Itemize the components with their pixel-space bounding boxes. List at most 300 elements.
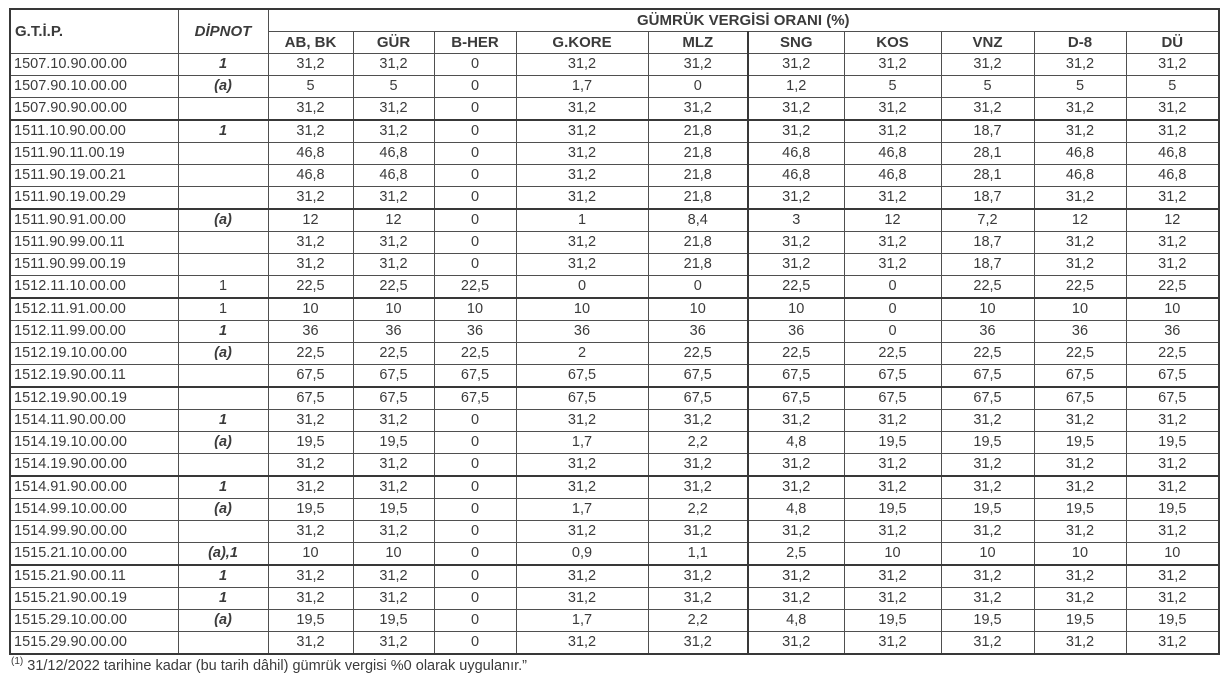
rate-cell: 19,5 — [353, 610, 434, 632]
table-row — [10, 365, 1219, 388]
rate-cell: 18,7 — [941, 254, 1034, 276]
rate-cell: 36 — [1034, 321, 1126, 343]
rate-cell: 31,2 — [1034, 232, 1126, 254]
table-row — [10, 54, 1219, 76]
rate-cell: 2,2 — [648, 432, 748, 454]
table-row — [10, 543, 1219, 566]
rate-cell: 31,2 — [353, 476, 434, 499]
table-row — [10, 476, 1219, 499]
rate-cell: 31,2 — [648, 565, 748, 588]
rate-cell: 10 — [1034, 543, 1126, 566]
rate-cell: 31,2 — [844, 54, 941, 76]
rate-cell: 67,5 — [1126, 365, 1219, 388]
rate-cell: 0 — [434, 565, 516, 588]
rate-cell: 46,8 — [748, 165, 844, 187]
rate-cell: 31,2 — [353, 254, 434, 276]
rate-cell: 31,2 — [1126, 98, 1219, 121]
rate-cell: 0 — [516, 276, 648, 299]
rate-cell: 22,5 — [941, 343, 1034, 365]
rate-cell: 19,5 — [268, 499, 353, 521]
rate-cell: 1,1 — [648, 543, 748, 566]
rate-cell: 31,2 — [748, 521, 844, 543]
rate-cell: 31,2 — [1126, 410, 1219, 432]
rate-cell: 21,8 — [648, 165, 748, 187]
dipnot-cell — [178, 98, 268, 121]
rate-cell: 31,2 — [268, 54, 353, 76]
rate-cell: 31,2 — [268, 476, 353, 499]
rate-cell: 31,2 — [268, 454, 353, 477]
table-row — [10, 432, 1219, 454]
dipnot-cell — [178, 387, 268, 410]
table-row — [10, 632, 1219, 655]
rate-cell: 10 — [353, 543, 434, 566]
rate-cell: 10 — [268, 298, 353, 321]
rate-cell: 67,5 — [844, 365, 941, 388]
rate-cell: 21,8 — [648, 187, 748, 210]
dipnot-cell: 1 — [178, 410, 268, 432]
rate-cell: 0 — [434, 143, 516, 165]
rate-cell: 31,2 — [844, 476, 941, 499]
gtip-cell: 1514.91.90.00.00 — [10, 476, 178, 499]
gtip-cell: 1512.11.91.00.00 — [10, 298, 178, 321]
rate-cell: 21,8 — [648, 254, 748, 276]
rate-cell: 36 — [353, 321, 434, 343]
rate-cell: 31,2 — [748, 187, 844, 210]
rate-cell: 31,2 — [844, 588, 941, 610]
rate-cell: 10 — [941, 298, 1034, 321]
rate-cell: 31,2 — [353, 454, 434, 477]
rate-cell: 2 — [516, 343, 648, 365]
rate-cell: 46,8 — [844, 165, 941, 187]
table-row — [10, 298, 1219, 321]
column-header-gtip: G.T.İ.P. — [10, 9, 178, 54]
rate-cell: 31,2 — [941, 588, 1034, 610]
rate-cell: 28,1 — [941, 143, 1034, 165]
rate-cell: 12 — [268, 209, 353, 232]
rate-cell: 19,5 — [1126, 499, 1219, 521]
rate-cell: 31,2 — [941, 565, 1034, 588]
rate-cell: 12 — [844, 209, 941, 232]
rate-cell: 31,2 — [353, 410, 434, 432]
rate-cell: 46,8 — [1126, 165, 1219, 187]
rate-cell: 0 — [434, 165, 516, 187]
table-row — [10, 209, 1219, 232]
table-row — [10, 521, 1219, 543]
rate-cell: 31,2 — [1126, 588, 1219, 610]
rate-cell: 1,7 — [516, 499, 648, 521]
table-row — [10, 565, 1219, 588]
rate-cell: 10 — [1126, 543, 1219, 566]
rate-cell: 31,2 — [1034, 632, 1126, 655]
dipnot-cell: (a) — [178, 209, 268, 232]
dipnot-cell — [178, 521, 268, 543]
rate-cell: 10 — [941, 543, 1034, 566]
rate-cell: 5 — [941, 76, 1034, 98]
gtip-cell: 1515.21.10.00.00 — [10, 543, 178, 566]
dipnot-cell: 1 — [178, 588, 268, 610]
rate-cell: 31,2 — [844, 565, 941, 588]
column-header-dipnot: DİPNOT — [178, 9, 268, 54]
rate-cell: 12 — [1034, 209, 1126, 232]
rate-cell: 19,5 — [268, 610, 353, 632]
rate-cell: 31,2 — [1034, 565, 1126, 588]
rate-cell: 31,2 — [748, 98, 844, 121]
column-header-d-8: D-8 — [1034, 32, 1126, 54]
rate-cell: 31,2 — [648, 521, 748, 543]
table-row — [10, 143, 1219, 165]
rate-cell: 31,2 — [1126, 120, 1219, 143]
rate-cell: 19,5 — [1034, 499, 1126, 521]
table-row — [10, 387, 1219, 410]
column-header-vnz: VNZ — [941, 32, 1034, 54]
gtip-cell: 1514.99.10.00.00 — [10, 499, 178, 521]
dipnot-cell: (a) — [178, 499, 268, 521]
rate-cell: 31,2 — [748, 565, 844, 588]
rate-cell: 22,5 — [434, 343, 516, 365]
gtip-cell: 1511.90.19.00.29 — [10, 187, 178, 210]
rate-cell: 31,2 — [648, 476, 748, 499]
rate-cell: 22,5 — [1034, 343, 1126, 365]
rate-cell: 31,2 — [1126, 54, 1219, 76]
rate-cell: 21,8 — [648, 143, 748, 165]
column-header-ab-bk: AB, BK — [268, 32, 353, 54]
gtip-cell: 1512.11.99.00.00 — [10, 321, 178, 343]
gtip-cell: 1512.19.90.00.11 — [10, 365, 178, 388]
rate-cell: 31,2 — [748, 254, 844, 276]
rate-cell: 31,2 — [844, 98, 941, 121]
rate-cell: 31,2 — [844, 120, 941, 143]
gtip-cell: 1514.99.90.00.00 — [10, 521, 178, 543]
column-header-b-her: B-HER — [434, 32, 516, 54]
rate-cell: 31,2 — [516, 187, 648, 210]
rate-cell: 5 — [268, 76, 353, 98]
dipnot-cell: 1 — [178, 298, 268, 321]
rate-cell: 19,5 — [844, 610, 941, 632]
rate-cell: 67,5 — [516, 387, 648, 410]
column-header-g-r: GÜR — [353, 32, 434, 54]
rate-cell: 22,5 — [748, 276, 844, 299]
rate-cell: 1,7 — [516, 432, 648, 454]
rate-cell: 31,2 — [941, 521, 1034, 543]
rate-cell: 31,2 — [1126, 521, 1219, 543]
rate-cell: 0 — [844, 276, 941, 299]
rate-cell: 31,2 — [844, 410, 941, 432]
rate-cell: 22,5 — [1126, 343, 1219, 365]
rate-cell: 0 — [434, 521, 516, 543]
dipnot-cell: (a) — [178, 610, 268, 632]
rate-cell: 19,5 — [941, 499, 1034, 521]
rate-cell: 0 — [434, 254, 516, 276]
rate-cell: 10 — [1126, 298, 1219, 321]
rate-cell: 36 — [748, 321, 844, 343]
rate-cell: 0 — [434, 76, 516, 98]
rate-cell: 67,5 — [268, 387, 353, 410]
rate-cell: 67,5 — [1034, 387, 1126, 410]
rate-cell: 31,2 — [748, 588, 844, 610]
dipnot-cell — [178, 365, 268, 388]
rate-cell: 5 — [844, 76, 941, 98]
rate-cell: 46,8 — [353, 143, 434, 165]
rate-cell: 31,2 — [1126, 454, 1219, 477]
rate-cell: 31,2 — [516, 143, 648, 165]
dipnot-cell — [178, 143, 268, 165]
rate-cell: 28,1 — [941, 165, 1034, 187]
rate-cell: 22,5 — [353, 276, 434, 299]
rate-cell: 0 — [434, 499, 516, 521]
gtip-cell: 1514.11.90.00.00 — [10, 410, 178, 432]
rate-cell: 21,8 — [648, 120, 748, 143]
rate-cell: 31,2 — [648, 98, 748, 121]
table-row — [10, 187, 1219, 210]
rate-cell: 31,2 — [353, 98, 434, 121]
rate-cell: 31,2 — [1034, 54, 1126, 76]
table-row — [10, 321, 1219, 343]
rate-cell: 22,5 — [353, 343, 434, 365]
rate-cell: 67,5 — [748, 365, 844, 388]
rate-cell: 46,8 — [1034, 165, 1126, 187]
rate-cell: 22,5 — [844, 343, 941, 365]
rate-cell: 46,8 — [268, 165, 353, 187]
rate-cell: 12 — [1126, 209, 1219, 232]
footnote — [9, 658, 1224, 674]
rate-cell: 31,2 — [516, 588, 648, 610]
rate-cell: 19,5 — [268, 432, 353, 454]
rate-cell: 46,8 — [1034, 143, 1126, 165]
table-row — [10, 120, 1219, 143]
rate-cell: 67,5 — [353, 365, 434, 388]
rate-cell: 67,5 — [434, 365, 516, 388]
rate-cell: 31,2 — [353, 120, 434, 143]
rate-cell: 0 — [648, 76, 748, 98]
rate-cell: 31,2 — [1034, 120, 1126, 143]
rate-cell: 0 — [434, 410, 516, 432]
rate-cell: 31,2 — [1126, 254, 1219, 276]
rate-cell: 67,5 — [648, 365, 748, 388]
rate-cell: 36 — [648, 321, 748, 343]
rate-cell: 0 — [844, 298, 941, 321]
column-header-kos: KOS — [844, 32, 941, 54]
rate-cell: 10 — [268, 543, 353, 566]
rate-cell: 31,2 — [1034, 410, 1126, 432]
rate-cell: 22,5 — [434, 276, 516, 299]
rate-cell: 31,2 — [268, 187, 353, 210]
rate-cell: 19,5 — [844, 499, 941, 521]
rate-cell: 31,2 — [268, 120, 353, 143]
rate-cell: 4,8 — [748, 610, 844, 632]
rate-cell: 0 — [434, 209, 516, 232]
rate-cell: 36 — [268, 321, 353, 343]
rate-cell: 31,2 — [648, 454, 748, 477]
header-row-top — [10, 9, 1219, 32]
rate-cell: 0 — [434, 610, 516, 632]
rate-cell: 0 — [434, 588, 516, 610]
rate-cell: 31,2 — [844, 632, 941, 655]
table-row — [10, 254, 1219, 276]
table-row — [10, 343, 1219, 365]
table-row — [10, 98, 1219, 121]
rate-cell: 5 — [1034, 76, 1126, 98]
rate-cell: 22,5 — [748, 343, 844, 365]
rate-cell: 19,5 — [1034, 610, 1126, 632]
table-row — [10, 276, 1219, 299]
rate-cell: 31,2 — [1126, 632, 1219, 655]
rate-cell: 31,2 — [1126, 187, 1219, 210]
rate-cell: 31,2 — [353, 565, 434, 588]
rate-cell: 46,8 — [1126, 143, 1219, 165]
rate-cell: 36 — [941, 321, 1034, 343]
rate-cell: 10 — [353, 298, 434, 321]
rate-cell: 31,2 — [748, 410, 844, 432]
rate-cell: 31,2 — [516, 98, 648, 121]
rate-cell: 2,2 — [648, 499, 748, 521]
rate-cell: 31,2 — [844, 232, 941, 254]
gtip-cell: 1511.90.91.00.00 — [10, 209, 178, 232]
rate-cell: 31,2 — [648, 588, 748, 610]
dipnot-cell: 1 — [178, 120, 268, 143]
rate-cell: 67,5 — [844, 387, 941, 410]
rate-cell: 5 — [1126, 76, 1219, 98]
rate-cell: 0 — [434, 454, 516, 477]
table-row — [10, 232, 1219, 254]
dipnot-cell: 1 — [178, 276, 268, 299]
gtip-cell: 1512.11.10.00.00 — [10, 276, 178, 299]
table-row — [10, 410, 1219, 432]
table-row — [10, 499, 1219, 521]
rate-cell: 31,2 — [1034, 187, 1126, 210]
rate-cell: 10 — [1034, 298, 1126, 321]
rate-cell: 31,2 — [748, 120, 844, 143]
rate-cell: 67,5 — [648, 387, 748, 410]
rate-cell: 22,5 — [1034, 276, 1126, 299]
rate-cell: 0 — [434, 120, 516, 143]
rate-cell: 31,2 — [353, 54, 434, 76]
rate-cell: 31,2 — [1034, 254, 1126, 276]
rate-cell: 22,5 — [268, 276, 353, 299]
dipnot-cell — [178, 454, 268, 477]
rate-cell: 31,2 — [268, 565, 353, 588]
rate-cell: 46,8 — [268, 143, 353, 165]
rate-cell: 21,8 — [648, 232, 748, 254]
table-row — [10, 165, 1219, 187]
rate-cell: 67,5 — [1034, 365, 1126, 388]
rate-cell: 22,5 — [268, 343, 353, 365]
dipnot-cell: (a) — [178, 343, 268, 365]
rate-cell: 4,8 — [748, 499, 844, 521]
rate-cell: 19,5 — [353, 432, 434, 454]
rate-cell: 31,2 — [844, 454, 941, 477]
rate-cell: 31,2 — [1034, 454, 1126, 477]
rate-cell: 3 — [748, 209, 844, 232]
rate-cell: 31,2 — [516, 165, 648, 187]
rate-cell: 46,8 — [353, 165, 434, 187]
rate-cell: 31,2 — [516, 254, 648, 276]
rate-cell: 19,5 — [353, 499, 434, 521]
table-row — [10, 588, 1219, 610]
rate-cell: 31,2 — [748, 632, 844, 655]
tariff-table — [9, 8, 1220, 655]
gtip-cell: 1511.90.19.00.21 — [10, 165, 178, 187]
column-header-g-kore: G.KORE — [516, 32, 648, 54]
rate-cell: 22,5 — [1126, 276, 1219, 299]
rate-cell: 12 — [353, 209, 434, 232]
rate-cell: 36 — [434, 321, 516, 343]
footnote-marker: (1) — [11, 656, 24, 668]
rate-cell: 31,2 — [748, 476, 844, 499]
rate-cell: 31,2 — [941, 454, 1034, 477]
rate-cell: 31,2 — [941, 98, 1034, 121]
rate-cell: 36 — [516, 321, 648, 343]
dipnot-cell — [178, 187, 268, 210]
rate-cell: 5 — [353, 76, 434, 98]
column-header-sng: SNG — [748, 32, 844, 54]
rate-cell: 0 — [434, 98, 516, 121]
rate-cell: 4,8 — [748, 432, 844, 454]
rate-cell: 31,2 — [844, 187, 941, 210]
rate-cell: 22,5 — [648, 343, 748, 365]
rate-cell: 1,7 — [516, 610, 648, 632]
rate-cell: 0 — [434, 432, 516, 454]
rate-cell: 10 — [434, 298, 516, 321]
rate-cell: 31,2 — [648, 632, 748, 655]
rate-cell: 0 — [434, 187, 516, 210]
rate-cell: 31,2 — [268, 632, 353, 655]
rate-cell: 31,2 — [1126, 232, 1219, 254]
rate-cell: 19,5 — [941, 610, 1034, 632]
rate-cell: 0 — [434, 543, 516, 566]
rate-cell: 31,2 — [648, 410, 748, 432]
rate-cell: 31,2 — [516, 54, 648, 76]
rate-cell: 31,2 — [268, 98, 353, 121]
rate-cell: 31,2 — [516, 232, 648, 254]
gtip-cell: 1511.90.11.00.19 — [10, 143, 178, 165]
rate-cell: 8,4 — [648, 209, 748, 232]
rate-cell: 2,5 — [748, 543, 844, 566]
rate-cell: 31,2 — [1126, 476, 1219, 499]
rate-cell: 0 — [648, 276, 748, 299]
rate-cell: 19,5 — [1034, 432, 1126, 454]
rate-cell: 31,2 — [941, 410, 1034, 432]
rate-cell: 18,7 — [941, 232, 1034, 254]
rate-cell: 0 — [434, 476, 516, 499]
dipnot-cell — [178, 254, 268, 276]
rate-cell: 46,8 — [748, 143, 844, 165]
rate-cell: 31,2 — [844, 521, 941, 543]
rate-cell: 67,5 — [268, 365, 353, 388]
rate-cell: 18,7 — [941, 187, 1034, 210]
gtip-cell: 1515.29.10.00.00 — [10, 610, 178, 632]
table-row — [10, 610, 1219, 632]
rate-cell: 67,5 — [353, 387, 434, 410]
rate-cell: 67,5 — [748, 387, 844, 410]
rate-cell: 2,2 — [648, 610, 748, 632]
dipnot-cell: (a),1 — [178, 543, 268, 566]
rate-cell: 46,8 — [844, 143, 941, 165]
rate-cell: 22,5 — [941, 276, 1034, 299]
rate-cell: 31,2 — [516, 120, 648, 143]
footnote-text: 31/12/2022 tarihine kadar (bu tarih dâhil) gümrük vergisi %0 olarak uygulanır.” — [27, 658, 527, 674]
rate-cell: 0 — [434, 54, 516, 76]
rate-cell: 1 — [516, 209, 648, 232]
gtip-cell: 1515.21.90.00.11 — [10, 565, 178, 588]
gtip-cell: 1507.90.10.00.00 — [10, 76, 178, 98]
dipnot-cell: (a) — [178, 76, 268, 98]
rate-cell: 0 — [434, 632, 516, 655]
gtip-cell: 1507.90.90.00.00 — [10, 98, 178, 121]
dipnot-cell — [178, 632, 268, 655]
rate-cell: 10 — [516, 298, 648, 321]
gtip-cell: 1515.29.90.00.00 — [10, 632, 178, 655]
gtip-cell: 1514.19.10.00.00 — [10, 432, 178, 454]
